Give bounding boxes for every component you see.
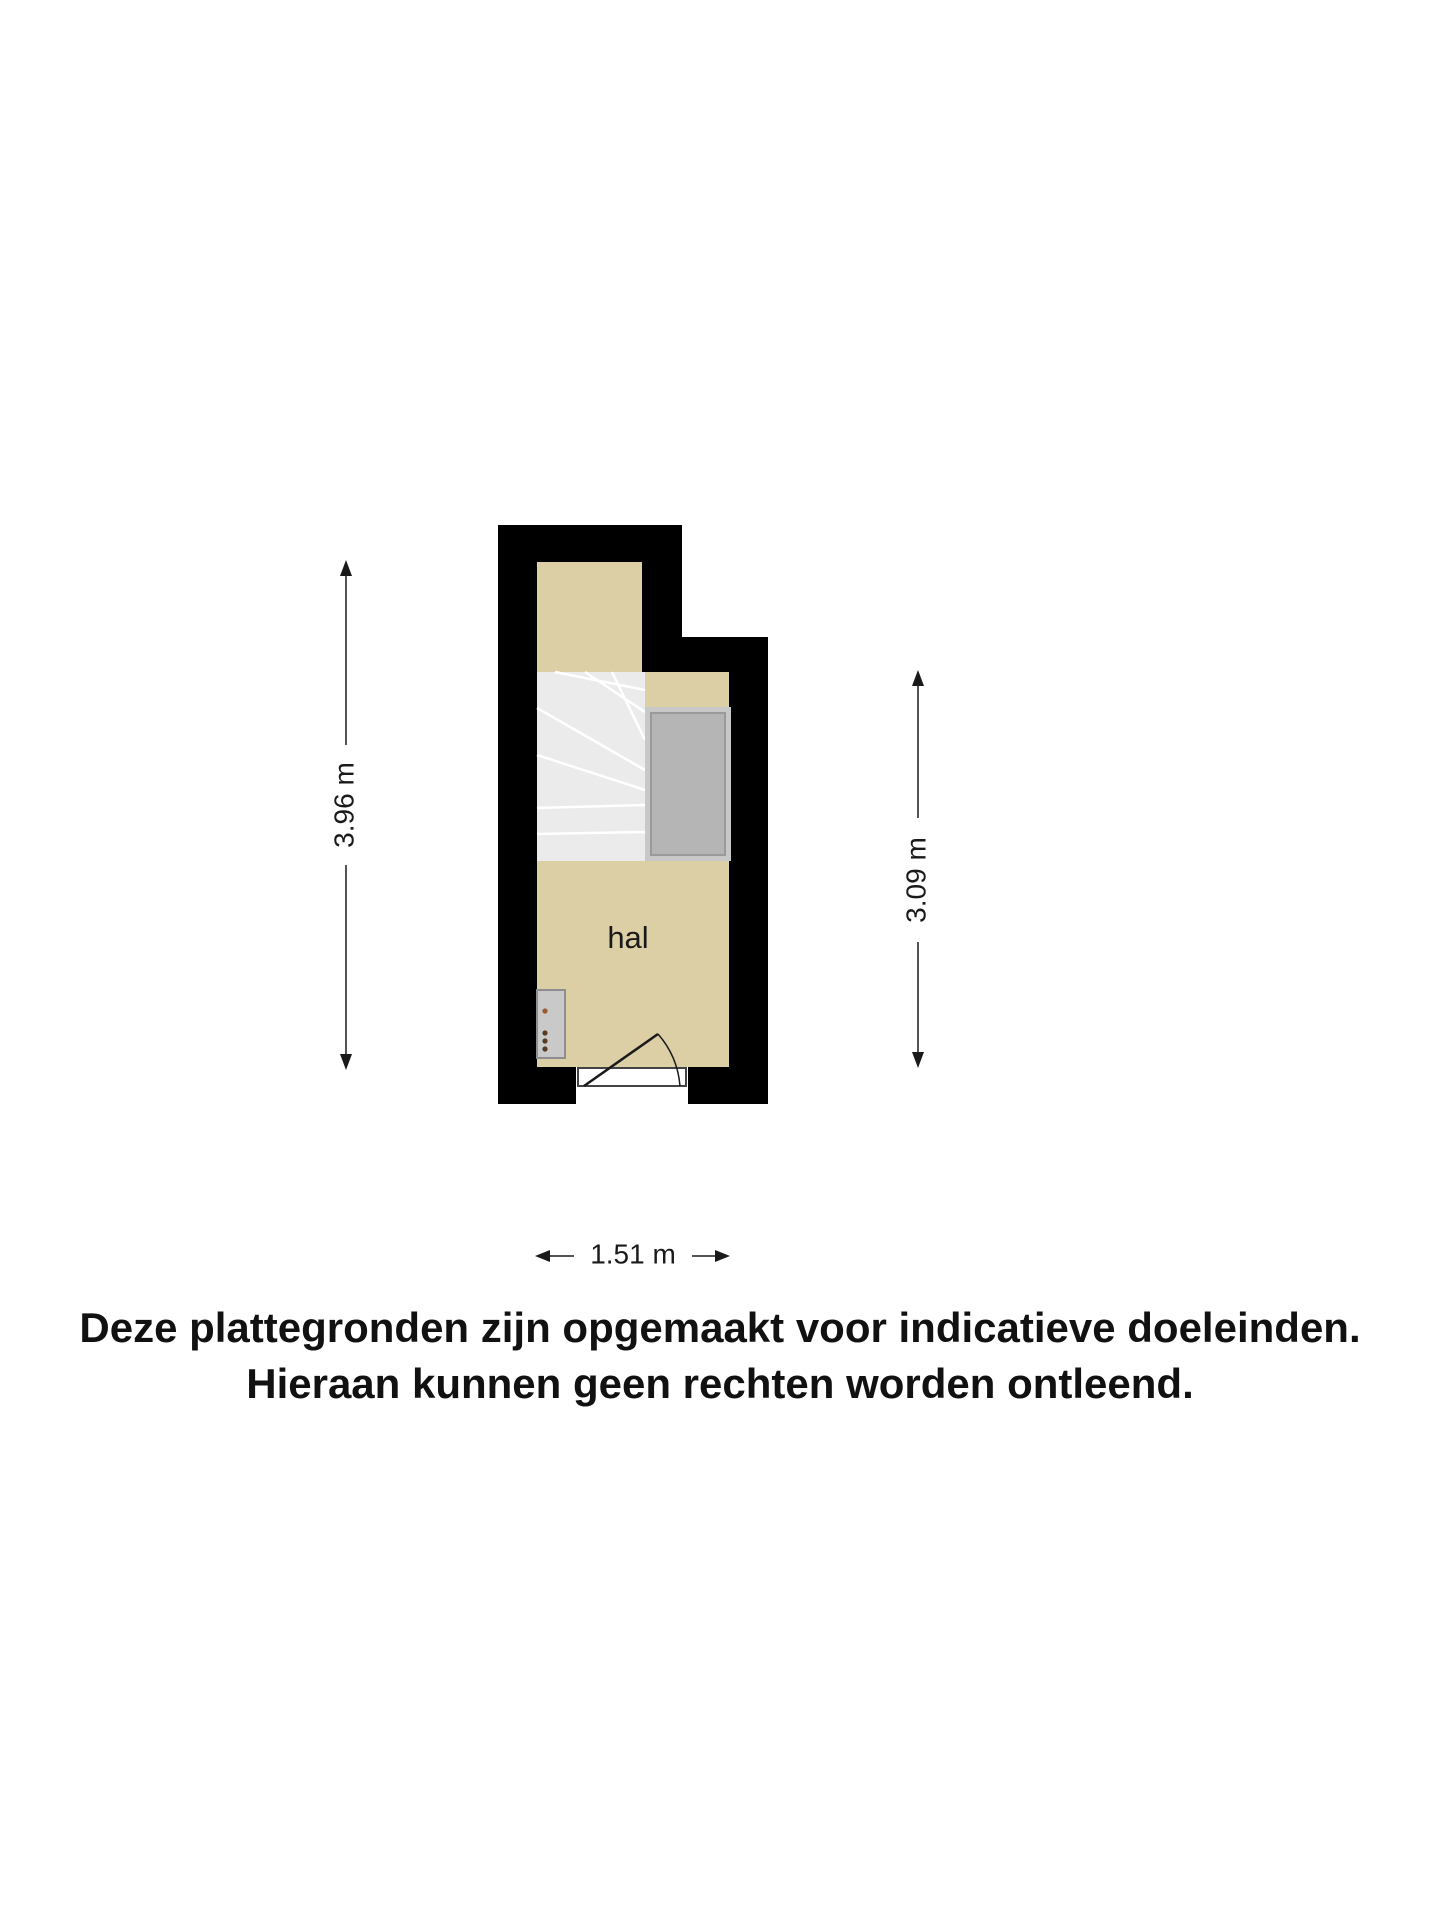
cabinet bbox=[645, 707, 731, 861]
entrance-threshold bbox=[578, 1068, 686, 1086]
staircase bbox=[537, 672, 645, 861]
dimension-label-right: 3.09 m bbox=[900, 837, 932, 923]
disclaimer-line-1: Deze plattegronden zijn opgemaakt voor indicatieve doeleinden. bbox=[79, 1304, 1361, 1351]
dimension-right-height bbox=[900, 670, 931, 1068]
room-label-hal: hal bbox=[607, 920, 649, 955]
floor-top-right bbox=[645, 672, 729, 707]
dimension-label-bottom: 1.51 m bbox=[590, 1238, 676, 1270]
dimension-label-left: 3.96 m bbox=[328, 762, 360, 848]
floor-top-left bbox=[537, 562, 642, 672]
meter-cupboard-box bbox=[537, 990, 565, 1058]
dimension-left-height bbox=[328, 560, 359, 1070]
disclaimer bbox=[0, 1300, 1440, 1412]
dimension-bottom-width bbox=[535, 1238, 730, 1269]
cabinet-inner bbox=[651, 713, 725, 855]
disclaimer-line-2: Hieraan kunnen geen rechten worden ontleend. bbox=[246, 1360, 1194, 1407]
meter-cupboard bbox=[537, 990, 565, 1058]
